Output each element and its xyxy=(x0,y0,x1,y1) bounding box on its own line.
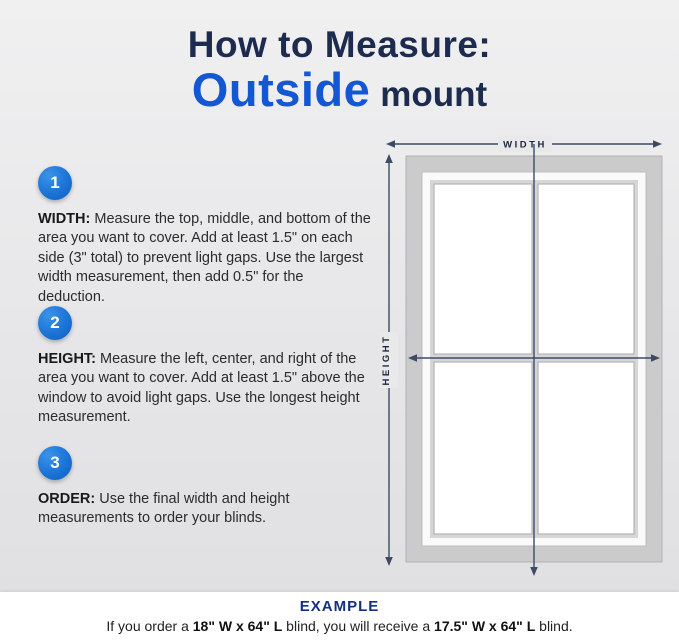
window-measurement-diagram xyxy=(376,130,672,585)
example-bold1: 18" W x 64" L xyxy=(192,618,283,634)
window-pane-bottom-left xyxy=(434,362,532,534)
example-part2: blind, you will receive a xyxy=(282,618,435,634)
example-part3: blind. xyxy=(535,618,573,634)
step-1-text xyxy=(38,210,374,307)
step-2-badge: 2 xyxy=(38,306,72,340)
step-3-label: ORDER: xyxy=(38,491,96,507)
height-arrowhead-top xyxy=(385,154,393,163)
width-arrowhead-left xyxy=(386,140,395,148)
width-label: WIDTH xyxy=(503,139,547,151)
title-mount: mount xyxy=(380,75,488,114)
example-part1: If you order a xyxy=(106,618,193,634)
step-height xyxy=(38,306,374,428)
window-pane-top-left xyxy=(434,184,532,354)
step-3-text xyxy=(38,490,374,529)
example-bold2: 17.5" W x 64" L xyxy=(434,618,536,634)
height-label: HEIGHT xyxy=(381,334,392,386)
title-outside: Outside xyxy=(191,63,371,116)
step-2-text xyxy=(38,350,374,428)
example-footer xyxy=(0,592,679,644)
step-1-body: Measure the top, middle, and bottom of the area you want to cover. Add at least 1.5" on each side (3" total) to prevent light gaps. Use the largest width measurement, then add 0.5" for the deduction. xyxy=(38,211,371,305)
step-1-badge: 1 xyxy=(38,166,72,200)
center-vertical-arrowhead xyxy=(530,567,538,576)
example-text xyxy=(0,618,679,634)
step-3-badge: 3 xyxy=(38,446,72,480)
title-line-1: How to Measure: xyxy=(187,24,492,65)
step-3-body: Use the final width and height measurements to order your blinds. xyxy=(38,491,290,527)
step-order xyxy=(38,446,374,529)
width-arrowhead-right xyxy=(653,140,662,148)
window-pane-top-right xyxy=(538,184,634,354)
step-width xyxy=(38,166,374,307)
window-pane-bottom-right xyxy=(538,362,634,534)
window-diagram-svg xyxy=(376,130,672,580)
step-2-body: Measure the left, center, and right of the area you want to cover. Add at least 1.5" above the window to avoid light gaps. Use the longest height measurement. xyxy=(38,351,365,426)
page-title xyxy=(0,24,679,116)
step-2-label: HEIGHT: xyxy=(38,351,96,367)
step-1-label: WIDTH: xyxy=(38,211,91,227)
example-heading: EXAMPLE xyxy=(299,598,380,615)
height-arrowhead-bottom xyxy=(385,557,393,566)
title-line-2 xyxy=(0,63,679,116)
